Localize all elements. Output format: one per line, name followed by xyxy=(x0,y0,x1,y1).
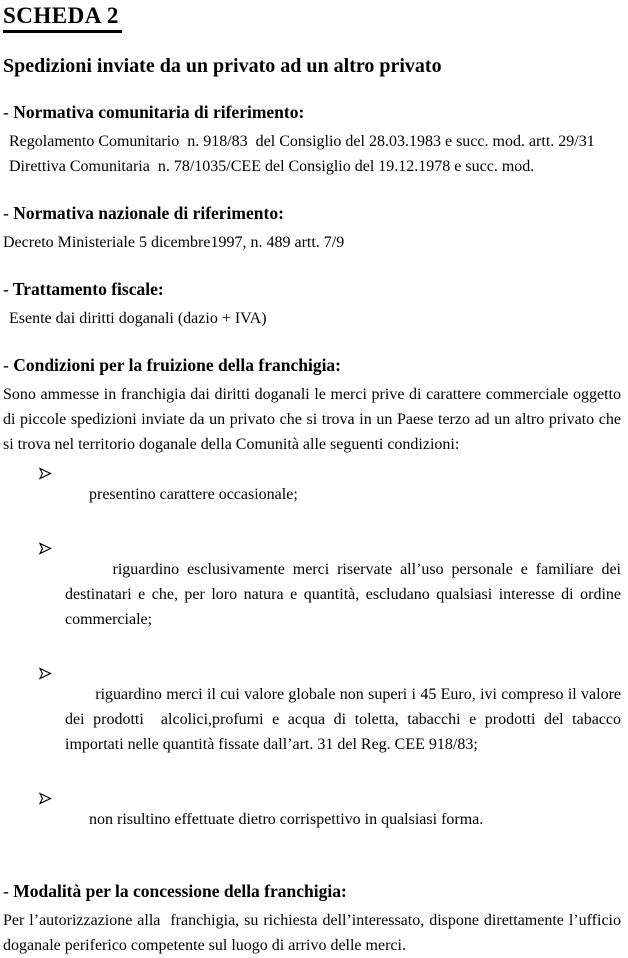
heading-dash: - xyxy=(3,279,9,299)
section-condizioni-franchigia xyxy=(3,354,626,857)
body-paragraph: Sono ammesse in franchigia dai diritti doganali le merci prive di carattere commerciale oggetto di piccole spedizioni inviate da un privato che si trova in un Paese terzo ad un altro privato che si trova nel territorio doganale della Comunità alle seguenti condizioni: xyxy=(3,386,625,453)
heading-dash: - xyxy=(3,102,9,122)
bullet-list xyxy=(3,457,626,857)
heading-dash: - xyxy=(3,881,9,901)
section-modalita-concessione xyxy=(3,880,625,958)
bullet-text: non risultino effettuate dietro corrispettivo in qualsiasi forma. xyxy=(89,811,484,828)
heading-text: Condizioni per la fruizione della franchigia: xyxy=(13,355,342,375)
section-normativa-nazionale xyxy=(3,202,621,255)
heading-text: Modalità per la concessione della franchigia: xyxy=(13,881,347,901)
arrowhead-bullet-icon xyxy=(39,538,52,551)
section-heading xyxy=(3,278,621,300)
bullet-item xyxy=(3,657,626,782)
section-heading xyxy=(3,101,621,123)
bullet-text: riguardino esclusivamente merci riservate all’uso personale e familiare dei destinatari e che, per loro natura e quantità, escludano qualsiasi interesse di ordine commerciale; xyxy=(65,561,625,628)
heading-text: Normativa nazionale di riferimento: xyxy=(13,203,284,223)
reference-line: Direttiva Comunitaria n. 78/1035/CEE del Consiglio del 19.12.1978 e succ. mod. xyxy=(9,158,535,175)
heading-text: Normativa comunitaria di riferimento: xyxy=(13,102,305,122)
arrowhead-bullet-icon xyxy=(39,663,52,676)
reference-line: Decreto Ministeriale 5 dicembre1997, n. 489 artt. 7/9 xyxy=(3,234,345,251)
bullet-item xyxy=(3,457,621,532)
reference-line: Regolamento Comunitario n. 918/83 del Consiglio del 28.03.1983 e succ. mod. artt. 29/31 xyxy=(9,133,595,150)
section-trattamento-fiscale xyxy=(3,278,621,331)
bullet-item xyxy=(3,782,621,857)
arrowhead-bullet-icon xyxy=(39,463,52,476)
page-subtitle: Spedizioni inviate da un privato ad un altro privato xyxy=(3,55,442,77)
page-title xyxy=(3,3,621,33)
page-title-underline: SCHEDA 2 xyxy=(3,3,122,33)
bullet-item xyxy=(3,532,625,657)
section-heading xyxy=(3,880,621,902)
heading-text: Trattamento fiscale: xyxy=(12,279,164,299)
bullet-text: presentino carattere occasionale; xyxy=(89,486,298,503)
bullet-text: riguardino merci il cui valore globale non superi i 45 Euro, ivi compreso il valore dei prodotti alcolici,profumi e acqua di toletta, tabacchi e prodotti del tabacco importati nelle quantità fissate dall’art. 31 del Reg. CEE 918/83; xyxy=(65,686,626,753)
heading-dash: - xyxy=(3,203,9,223)
section-heading xyxy=(3,354,621,376)
reference-line: Esente dai diritti doganali (dazio + IVA) xyxy=(9,310,267,327)
section-heading xyxy=(3,202,621,224)
arrowhead-bullet-icon xyxy=(39,788,52,801)
heading-dash: - xyxy=(3,355,9,375)
body-paragraph: Per l’autorizzazione alla franchigia, su richiesta dell’interessato, dispone direttamente l’ufficio doganale periferico competente sul luogo di arrivo delle merci. xyxy=(3,912,625,954)
section-normativa-comunitaria xyxy=(3,101,621,179)
